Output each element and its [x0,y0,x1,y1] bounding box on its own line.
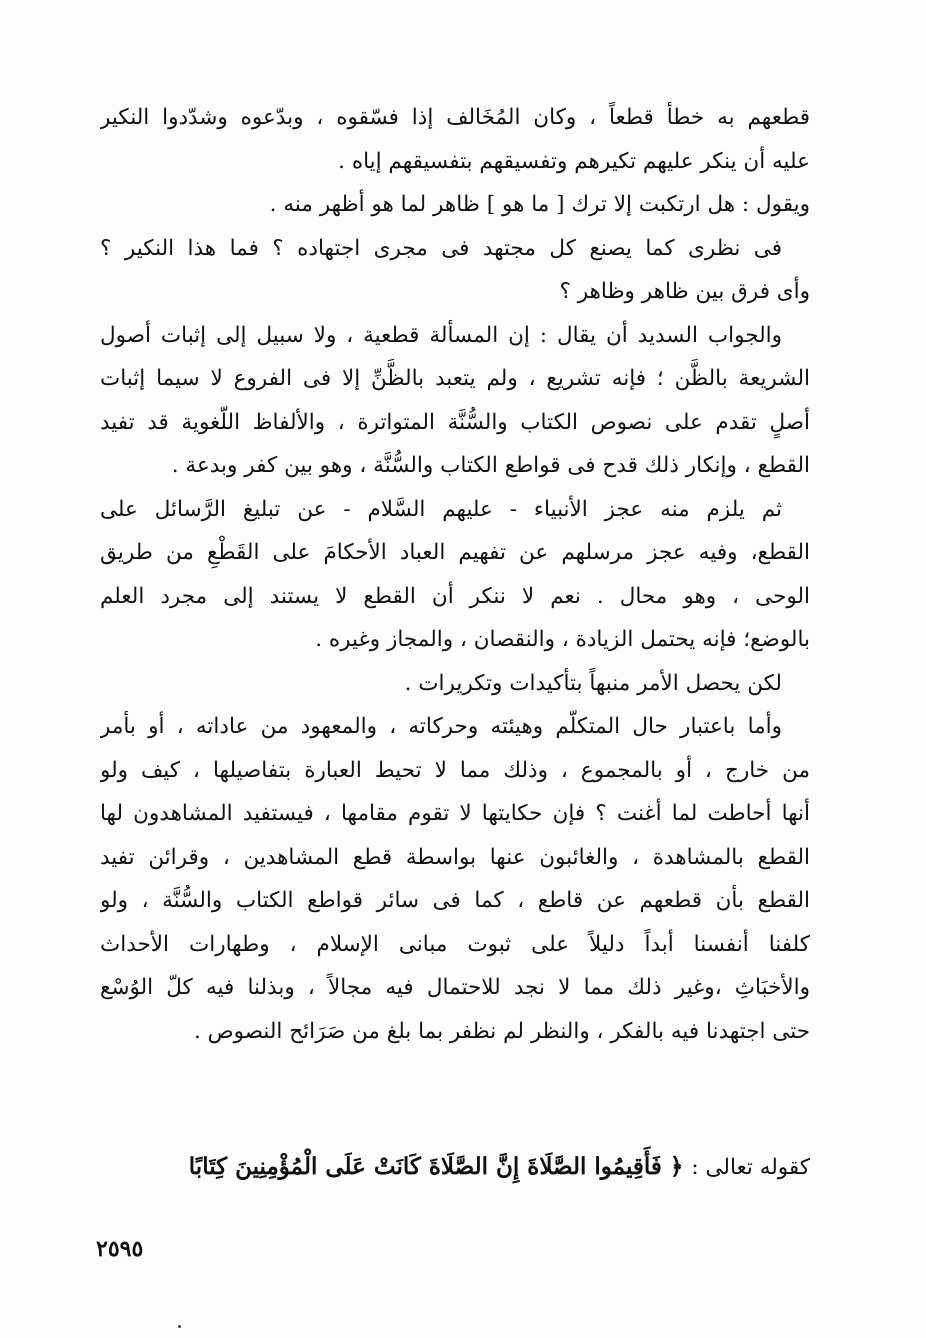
text-line: أصلٍ تقدم على نصوص الكتاب والسُّنَّة المتواترة ، والألفاظ اللّغوية قد تفيد [100,409,810,435]
text-line: قطعهم به خطأ قطعاً ، وكان المُخَالف إذا فسّقوه ، وبدّعوه وشدّدوا النكير [100,105,810,130]
text-line: وأى فرق بين ظاهر وظاهر ؟ [559,279,810,304]
verse-text: ﴿ فَأَقِيمُوا الصَّلَاةَ إِنَّ الصَّلَاةَ كَانَتْ عَلَى الْمُؤْمِنِينَ كِتَابًا [188,1153,684,1180]
text-line: فى نظرى كما يصنع كل مجتهد فى مجرى اجتهاده ؟ فما هذا النكير ؟ [100,235,782,261]
text-line: والأخبَاثِ ،وغير ذلك مما لا نجد للاحتمال فيه مجالاً ، وبذلنا فيه كلّ الوُسْع [100,975,810,1000]
scan-speck [178,1325,181,1328]
text-line: ثم يلزم منه عجز الأنبياء - عليهم السَّلام - عن تبليغ الرَّسائل على [100,496,782,522]
text-line: القطع ، وإنكار ذلك قدح فى قواطع الكتاب والسُّنَّة ، وهو بين كفر وبدعة . [171,453,810,478]
body-text [100,96,810,1053]
text-line: أنها أحاطت لما أغنت ؟ فإن حكايتها لا تقوم مقامها ، فيستفيد المشاهدون لها [100,801,810,826]
text-line: وأما باعتبار حال المتكلّم وهيئته وحركاته ، والمعهود من عاداته ، أو بأمر [100,714,782,739]
text-line: الوحى ، وهو محال . نعم لا ننكر أن القطع لا يستند إلى مجرد العلم [100,583,810,609]
text-line: حتى اجتهدنا فيه بالفكر ، والنظر لم نظفر بما بلغ من صَرَائح النصوص . [193,1018,810,1044]
text-line: كلفنا أنفسنا أبداً دليلاً على ثبوت مبانى الإسلام ، وطهارات الأحداث [100,931,810,957]
text-line: القطع بأن قطعهم عن قاطع ، كما فى سائر قواطع الكتاب والسُّنَّة ، ولو [100,888,810,913]
text-line: والجواب السديد أن يقال : إن المسألة قطعية ، ولا سبيل إلى إثبات أصول [100,322,782,348]
text-line: القطع بالمشاهدة ، والغائبون عنها بواسطة قطع المشاهدين ، وقرائن تفيد [100,844,810,870]
text-line: الشريعة بالظَّن ؛ فإنه تشريع ، ولم يتعبد بالظَّنِّ إلا فى الفروع لا سيما إثبات [100,366,810,391]
text-line: القطع، وفيه عجز مرسلهم عن تفهيم العباد الأحكامَ على القَطْعِ من طريق [100,540,810,565]
text-line: بالوضع؛ فإنه يحتمل الزيادة ، والنقصان ، والمجاز وغيره . [315,627,810,652]
text-line: ويقول : هل ارتكبت إلا ترك [ ما هو ] ظاهر لما هو أظهر منه . [269,192,810,217]
text-line: عليه أن ينكر عليهم تكيرهم وتفسيقهم بتفسيقهم إياه . [338,148,810,174]
verse-intro: كقوله تعالى : [691,1155,810,1180]
quran-verse-line [189,1153,810,1180]
page-number: ٢٥٩٥ [96,1236,144,1262]
text-line: من خارج ، أو بالمجموع ، وذلك مما لا تحيط العبارة بتفاصيلها ، كيف ولو [100,757,810,783]
text-line: لكن يحصل الأمر منبهاً بتأكيدات وتكريرات . [404,670,782,696]
